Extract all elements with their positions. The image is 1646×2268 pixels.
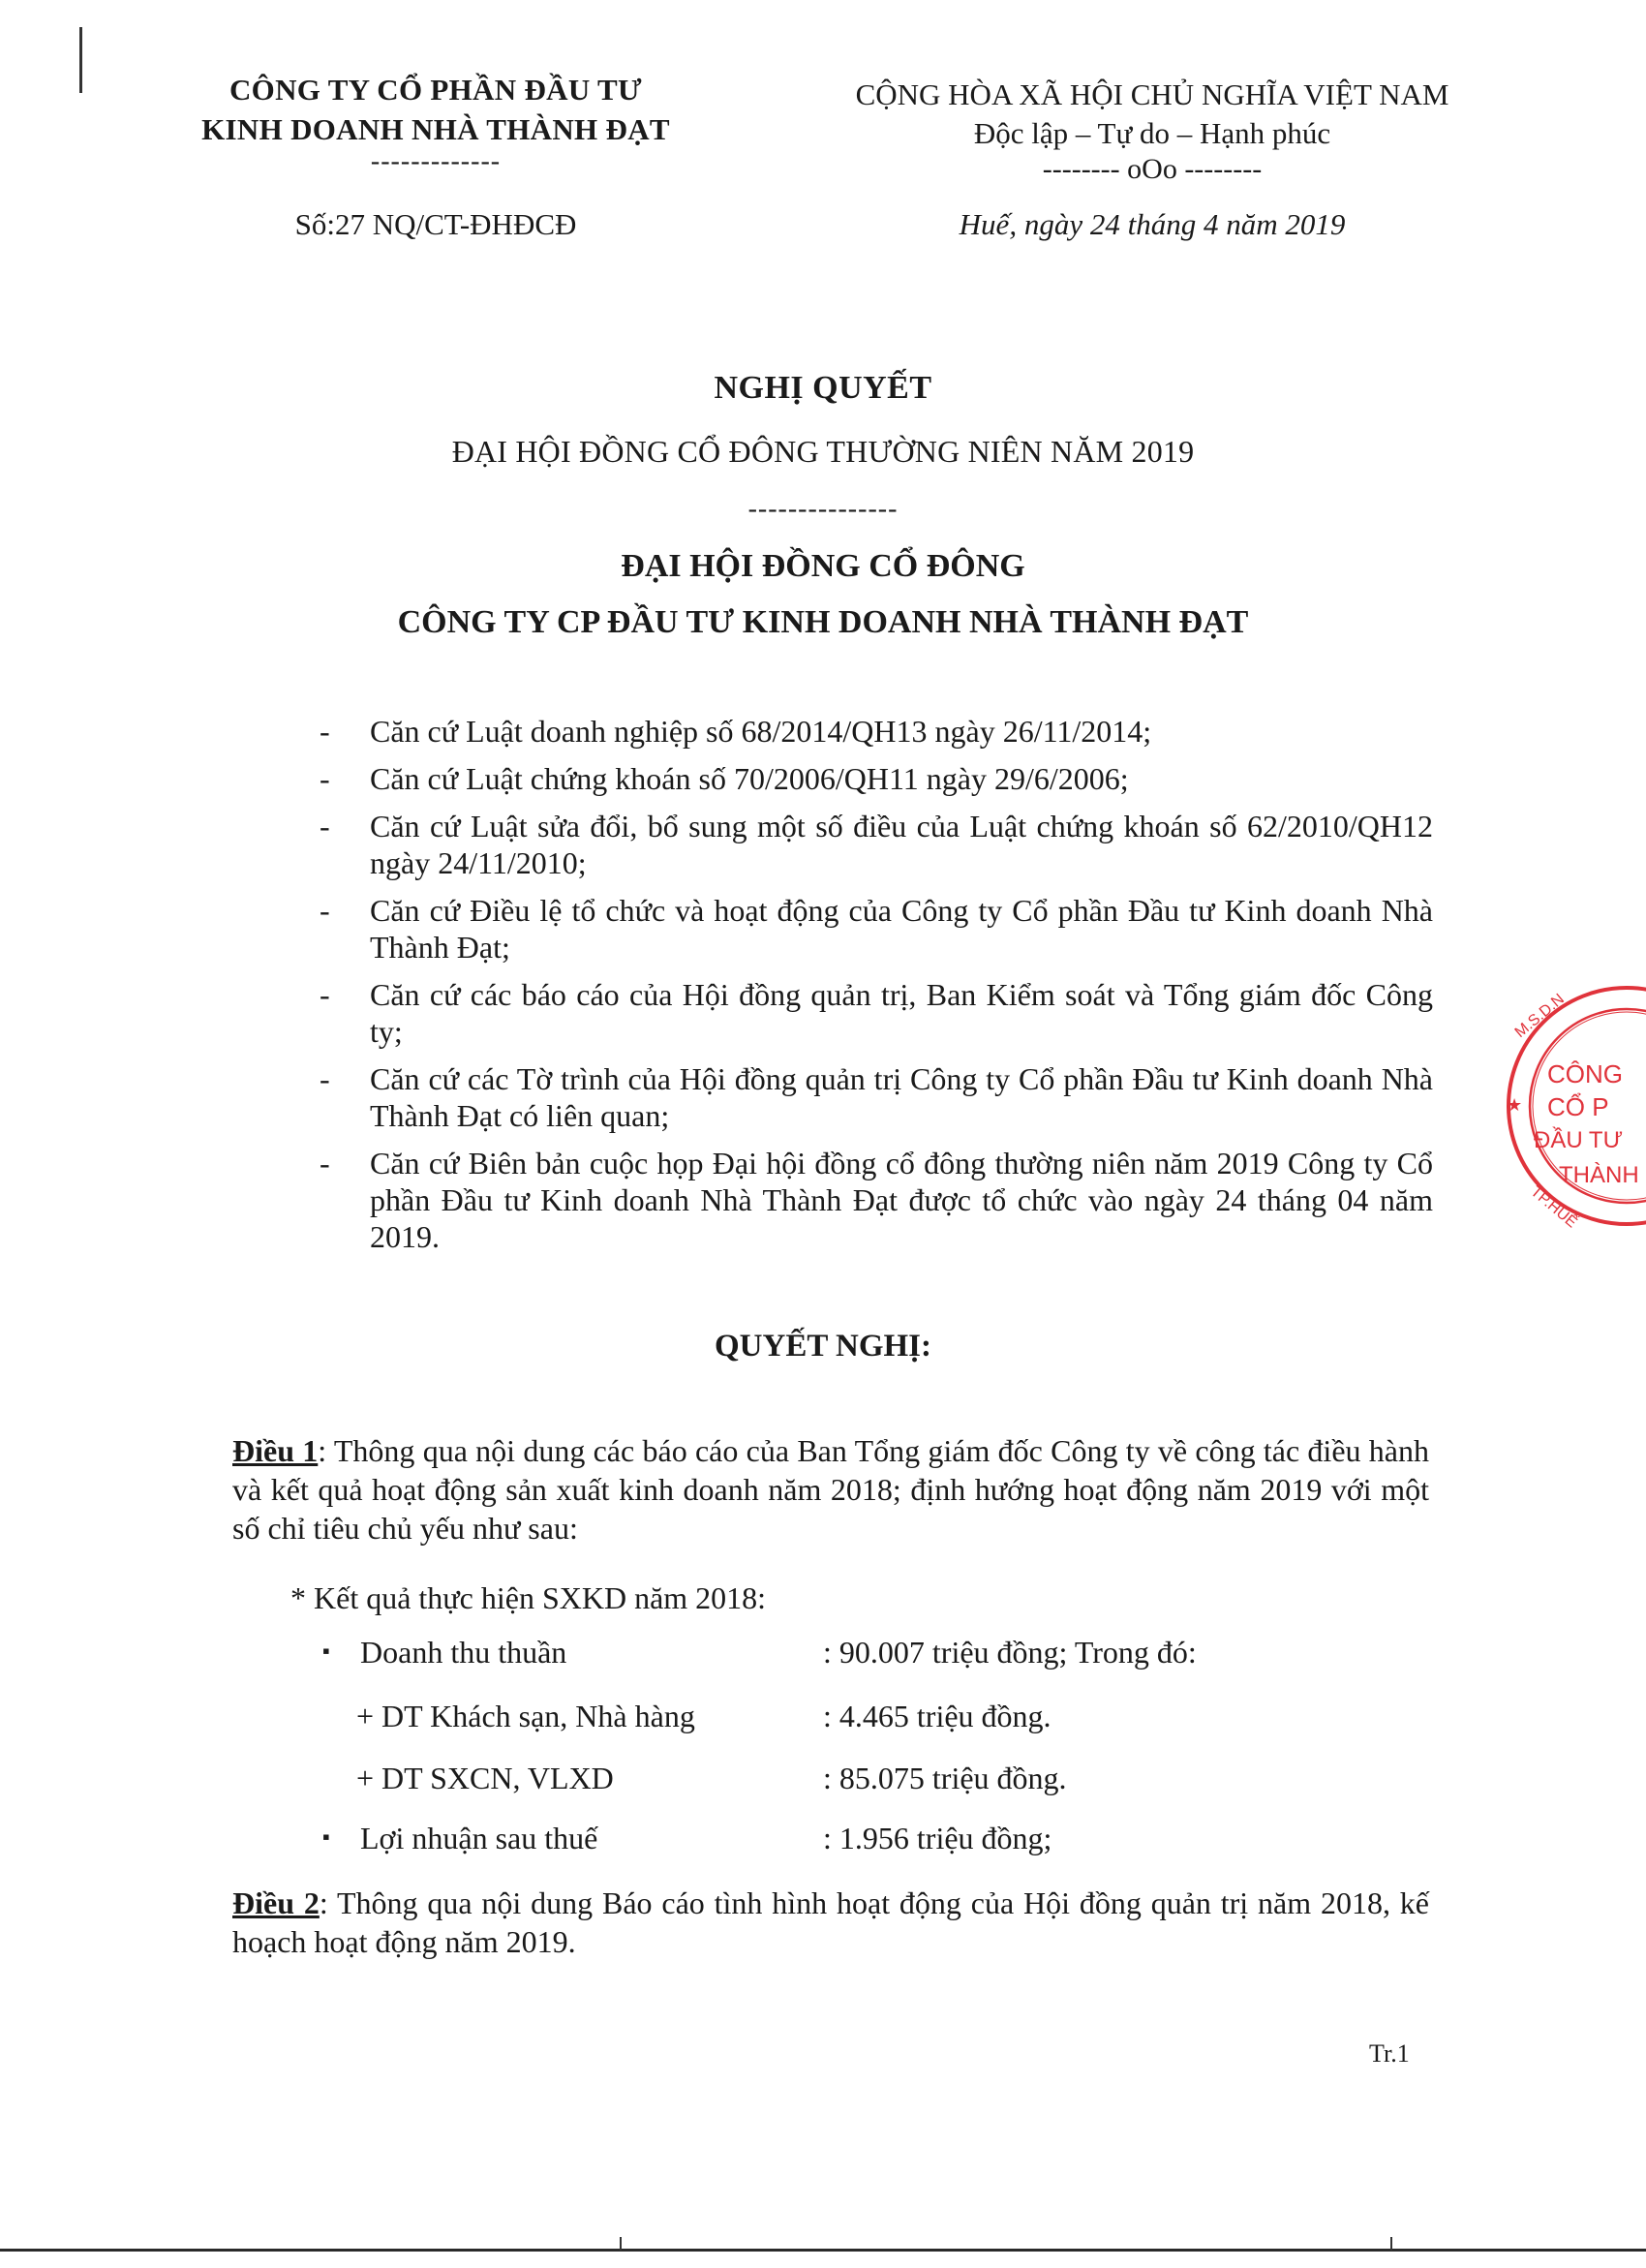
list-item xyxy=(320,760,1433,797)
square-bullet-icon: ▪ xyxy=(322,1824,330,1849)
scan-tick xyxy=(1390,2237,1392,2251)
dash-bullet: - xyxy=(320,977,330,1012)
dash-bullet: - xyxy=(320,714,330,749)
revenue-label: Doanh thu thuần xyxy=(360,1635,567,1670)
scan-artifact-line xyxy=(79,27,82,93)
square-bullet-icon: ▪ xyxy=(322,1639,330,1663)
revenue-value: : 90.007 triệu đồng; Trong đó: xyxy=(823,1635,1197,1670)
national-header xyxy=(813,76,1491,242)
company-header xyxy=(174,70,697,242)
list-item xyxy=(320,1060,1433,1134)
scan-tick xyxy=(620,2237,622,2251)
industry-value: : 85.075 triệu đồng. xyxy=(823,1761,1067,1795)
dash-bullet: - xyxy=(320,809,330,843)
basis-text: Căn cứ Luật chứng khoán số 70/2006/QH11 ngày 29/6/2006; xyxy=(370,761,1129,796)
article-1-text: : Thông qua nội dung các báo cáo của Ban Tổng giám đốc Công ty về công tác điều hành và kết quả hoạt động sản xuất kinh doanh năm 2018; định hướng hoạt động năm 2019 với một số chỉ tiêu chủ yếu như sau: xyxy=(232,1433,1430,1546)
profit-value: : 1.956 triệu đồng; xyxy=(823,1821,1052,1855)
basis-text: Căn cứ các Tờ trình của Hội đồng quản trị Công ty Cổ phần Đầu tư Kinh doanh Nhà Thành Đạt có liên quan; xyxy=(370,1061,1433,1133)
republic-title: CỘNG HÒA XÃ HỘI CHỦ NGHĨA VIỆT NAM xyxy=(855,77,1449,111)
article-1 xyxy=(232,1431,1429,1548)
seal-text-line1: CÔNG xyxy=(1547,1059,1623,1088)
company-name-line2: KINH DOANH NHÀ THÀNH ĐẠT xyxy=(201,112,670,146)
dash-bullet: - xyxy=(320,893,330,928)
hotel-label: + DT Khách sạn, Nhà hàng xyxy=(356,1699,695,1733)
basis-text: Căn cứ các báo cáo của Hội đồng quản trị, Ban Kiểm soát và Tổng giám đốc Công ty; xyxy=(370,977,1433,1049)
dash-bullet: - xyxy=(320,761,330,796)
svg-text:TP.HUẾ: TP.HUẾ xyxy=(1527,1183,1580,1232)
dash-bullet: - xyxy=(320,1061,330,1096)
basis-text: Căn cứ Biên bản cuộc họp Đại hội đồng cổ đông thường niên năm 2019 Công ty Cổ phần Đầu tư Kinh doanh Nhà Thành Đạt được tổ chức vào ngày 24 tháng 04 năm 2019. xyxy=(370,1146,1433,1254)
list-item xyxy=(320,808,1433,881)
place-date: Huế, ngày 24 tháng 4 năm 2019 xyxy=(959,207,1346,241)
list-item xyxy=(320,713,1433,750)
company-seal xyxy=(1491,980,1646,1271)
header-decoration: -------- oOo -------- xyxy=(1042,153,1263,185)
seal-text-line3: ĐẦU TƯ xyxy=(1534,1127,1624,1153)
issuing-body-line2: CÔNG TY CP ĐẦU TƯ KINH DOANH NHÀ THÀNH ĐẠT xyxy=(397,604,1249,640)
industry-label: + DT SXCN, VLXD xyxy=(356,1761,614,1795)
page-number: Tr.1 xyxy=(1369,2039,1410,2068)
decision-heading: QUYẾT NGHỊ: xyxy=(714,1329,931,1364)
article-2-label: Điều 2 xyxy=(232,1885,320,1920)
seal-text-line2: CỔ P xyxy=(1547,1092,1609,1121)
scan-edge-line xyxy=(0,2249,1646,2252)
seal-ring-icon xyxy=(1491,980,1646,1271)
document-title: NGHỊ QUYẾT xyxy=(714,370,932,406)
legal-basis-list xyxy=(320,713,1433,1266)
article-1-label: Điều 1 xyxy=(232,1433,319,1468)
profit-label: Lợi nhuận sau thuế xyxy=(360,1821,598,1855)
svg-text:M.S.D.N: M.S.D.N xyxy=(1511,991,1568,1042)
hotel-value: : 4.465 triệu đồng. xyxy=(823,1699,1052,1733)
svg-text:★: ★ xyxy=(1507,1095,1523,1115)
result-row-hotel xyxy=(0,1699,1646,1737)
basis-text: Căn cứ Điều lệ tổ chức và hoạt động của Công ty Cổ phần Đầu tư Kinh doanh Nhà Thành Đạt; xyxy=(370,893,1433,965)
dash-bullet: - xyxy=(320,1146,330,1180)
company-divider: ------------- xyxy=(370,146,502,176)
basis-text: Căn cứ Luật doanh nghiệp số 68/2014/QH13 ngày 26/11/2014; xyxy=(370,714,1152,749)
list-item xyxy=(320,1145,1433,1255)
seal-text-line4: THÀNH xyxy=(1559,1162,1639,1188)
article-2-text: : Thông qua nội dung Báo cáo tình hình hoạt động của Hội đồng quản trị năm 2018, kế hoạch hoạt động năm 2019. xyxy=(232,1885,1430,1959)
results-intro: * Kết quả thực hiện SXKD năm 2018: xyxy=(290,1580,767,1615)
list-item xyxy=(320,976,1433,1050)
list-item xyxy=(320,892,1433,965)
national-motto: Độc lập – Tự do – Hạnh phúc xyxy=(973,116,1331,150)
result-row-profit xyxy=(0,1821,1646,1859)
article-2 xyxy=(232,1884,1429,1961)
issuing-body-line1: ĐẠI HỘI ĐỒNG CỔ ĐÔNG xyxy=(621,548,1025,584)
company-name-line1: CÔNG TY CỔ PHẦN ĐẦU TƯ xyxy=(229,73,642,107)
basis-text: Căn cứ Luật sửa đổi, bổ sung một số điều của Luật chứng khoán số 62/2010/QH12 ngày 24/11/2010; xyxy=(370,809,1433,880)
result-row-revenue xyxy=(0,1635,1646,1673)
result-row-industry xyxy=(0,1761,1646,1799)
document-number: Số:27 NQ/CT-ĐHĐCĐ xyxy=(294,207,577,241)
document-subtitle: ĐẠI HỘI ĐỒNG CỔ ĐÔNG THƯỜNG NIÊN NĂM 2019 xyxy=(451,434,1195,469)
title-divider: --------------- xyxy=(747,494,899,524)
